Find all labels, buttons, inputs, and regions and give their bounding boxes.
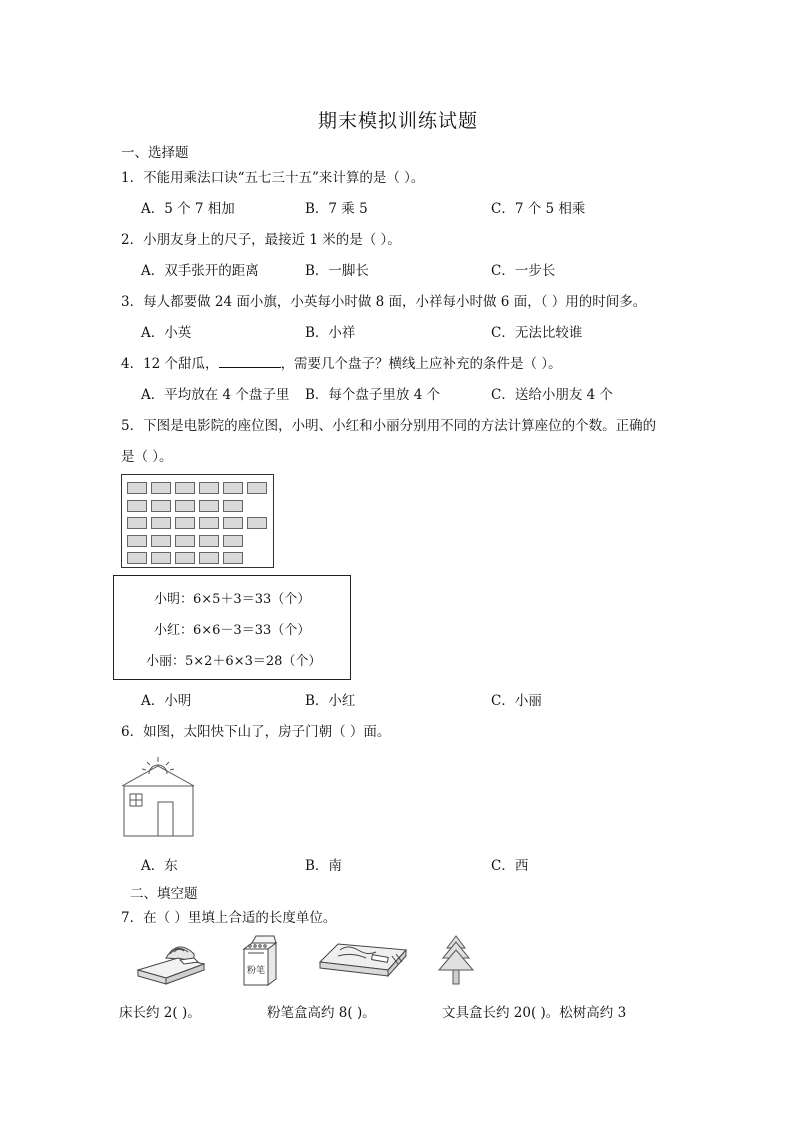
seat <box>151 500 171 512</box>
seat <box>175 517 195 529</box>
seat <box>223 535 243 547</box>
question-5-option-b: B．小红 <box>305 693 356 709</box>
question-2-stem: 2．小朋友身上的尺子，最接近 1 米的是（ ）。 <box>121 232 401 248</box>
question-1-option-c: C．7 个 5 相乘 <box>491 201 586 217</box>
seat <box>175 552 195 564</box>
seat <box>175 482 195 494</box>
question-4-stem-start: 4．12 个甜瓜， <box>121 356 219 372</box>
question-7-fill-pencil-case: 文具盒长约 20( )。松树高约 3 <box>442 1005 627 1021</box>
question-4-stem-end: ，需要几个盘子？横线上应补充的条件是（ ）。 <box>280 356 562 372</box>
seat <box>151 517 171 529</box>
seat <box>223 482 243 494</box>
seat <box>127 535 147 547</box>
seat <box>127 482 147 494</box>
seat <box>175 535 195 547</box>
formula-xiaoli: 小丽：5×2＋6×3＝28（个） <box>146 654 322 669</box>
seat <box>247 482 267 494</box>
seat <box>199 500 219 512</box>
question-3-option-c: C．无法比较谁 <box>491 325 583 341</box>
bed-picture <box>136 936 208 986</box>
question-6-option-b: B．南 <box>305 858 342 874</box>
seat <box>127 500 147 512</box>
seat <box>127 552 147 564</box>
pencil-case-picture <box>318 940 408 980</box>
chalk-box-label: 粉笔 <box>247 966 266 976</box>
question-5-option-c: C．小丽 <box>491 693 542 709</box>
seat <box>151 482 171 494</box>
question-5-stem-line-1: 5．下图是电影院的座位图，小明、小红和小丽分别用不同的方法计算座位的个数。正确的 <box>121 418 657 434</box>
question-5-option-a: A．小明 <box>141 693 192 709</box>
seat <box>223 517 243 529</box>
question-4-option-b: B．每个盘子里放 4 个 <box>305 387 441 403</box>
seat <box>223 500 243 512</box>
seat <box>199 535 219 547</box>
section-heading-choice: 一、选择题 <box>121 145 189 161</box>
seat <box>247 517 267 529</box>
seat <box>151 535 171 547</box>
question-6-option-c: C．西 <box>491 858 529 874</box>
question-4-option-c: C．送给小朋友 4 个 <box>491 387 614 403</box>
seat <box>175 500 195 512</box>
question-7-stem: 7．在（ ）里填上合适的长度单位。 <box>121 910 337 926</box>
question-4-stem <box>121 352 562 372</box>
seat <box>127 517 147 529</box>
seat <box>199 552 219 564</box>
seat <box>199 482 219 494</box>
question-2-option-c: C．一步长 <box>491 263 556 279</box>
seat <box>199 517 219 529</box>
house-sun-picture <box>118 754 202 840</box>
question-1-option-a: A．5 个 7 相加 <box>141 201 235 217</box>
pine-tree-picture <box>435 934 477 990</box>
seat <box>151 552 171 564</box>
question-1-option-b: B．7 乘 5 <box>305 201 368 217</box>
question-2-option-a: A．双手张开的距离 <box>141 263 259 279</box>
question-3-stem: 3．每人都要做 24 面小旗，小英每小时做 8 面，小祥每小时做 6 面，（ ）用的时间多。 <box>121 294 647 310</box>
formula-xiaohong: 小红：6×6－3＝33（个） <box>154 623 311 638</box>
question-3-option-a: A．小英 <box>141 325 192 341</box>
question-7-fill-chalk-box: 粉笔盒高约 8( )。 <box>267 1005 376 1021</box>
answer-blank-line <box>219 355 281 368</box>
question-4-option-a: A．平均放在 4 个盘子里 <box>141 387 290 403</box>
cinema-seat-grid <box>121 474 274 568</box>
chalk-box-picture <box>238 935 280 989</box>
question-3-option-b: B．小祥 <box>305 325 356 341</box>
formula-xiaoming: 小明：6×5＋3＝33（个） <box>154 592 311 607</box>
page-title: 期末模拟训练试题 <box>318 110 479 132</box>
question-6-option-a: A．东 <box>141 858 178 874</box>
question-1-stem: 1．不能用乘法口诀“五七三十五”来计算的是（ ）。 <box>121 170 425 186</box>
question-7-fill-bed: 床长约 2( )。 <box>119 1005 201 1021</box>
question-2-option-b: B．一脚长 <box>305 263 369 279</box>
question-5-stem-line-2: 是（ ）。 <box>121 449 173 465</box>
seat <box>223 552 243 564</box>
formula-box <box>113 575 351 680</box>
question-6-stem: 6．如图，太阳快下山了，房子门朝（ ）面。 <box>121 724 391 740</box>
section-heading-fill: 二、填空题 <box>130 886 198 902</box>
